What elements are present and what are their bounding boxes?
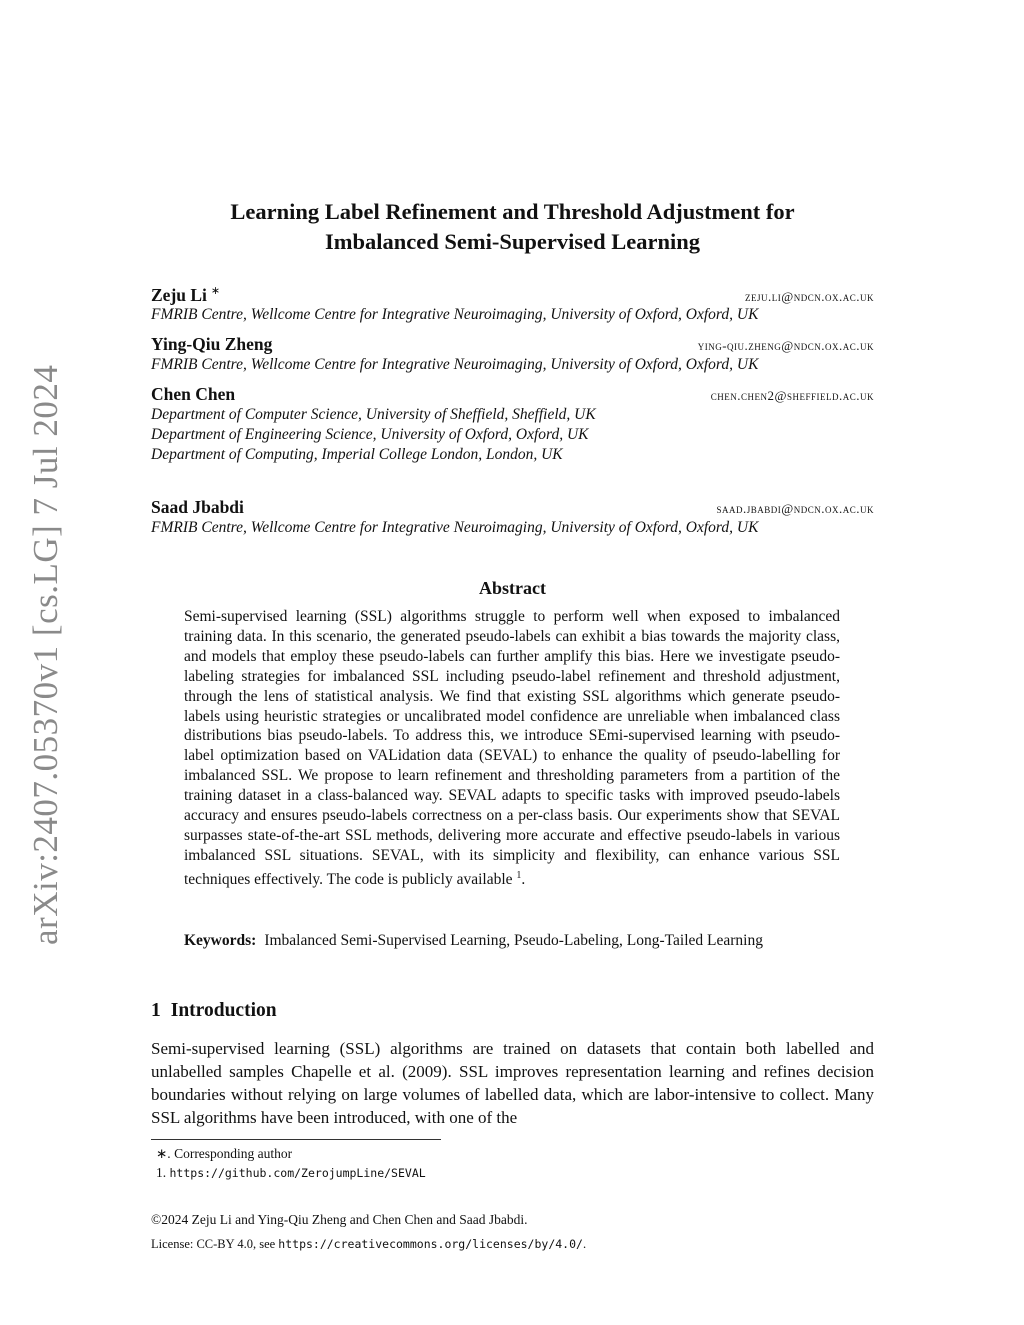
title-line-2: Imbalanced Semi-Supervised Learning [324, 229, 701, 254]
code-link[interactable]: https://github.com/ZerojumpLine/SEVAL [169, 1166, 426, 1180]
corresponding-marker: ∗ [210, 285, 221, 297]
section-number: 1 [151, 1000, 161, 1021]
keywords [184, 931, 840, 951]
author-email[interactable]: ying-qiu.zheng@ndcn.ox.ac.uk [697, 338, 874, 353]
footnote-ref[interactable]: 1 [516, 869, 522, 881]
copyright-symbol: © [151, 1212, 162, 1227]
author-name: Saad Jbabdi [151, 497, 244, 517]
author-name: Ying-Qiu Zheng [151, 334, 273, 354]
keywords-label: Keywords: [184, 932, 257, 949]
author-block [151, 497, 874, 538]
footnote-corresponding: ∗. Corresponding author [156, 1146, 293, 1161]
title-line-1: Learning Label Refinement and Threshold Adjustment for [230, 199, 795, 224]
abstract-body: Semi-supervised learning (SSL) algorithms struggle to perform well when exposed to imbalanced training data. In this scenario, the generated pseudo-labels can exhibit a bias towards the majority class, and models that employ these pseudo-labels can further amplify this bias. Here we investigate pseudo-labeling strategies for imbalanced SSL including pseudo-label refinement and threshold adjustment, through the lens of statistical analysis. We find that existing SSL algorithms which generate pseudo-labels using heuristic strategies or uncalibrated model confidence are unreliable when imbalanced class distributions bias pseudo-labels. To address this, we introduce SEmi-supervised learning with pseudo-label optimization based on VALidation data (SEVAL) to enhance the quality of pseudo-labelling for imbalanced SSL. We propose to learn refinement and thresholding parameters from a partition of the training dataset in a class-balanced way. SEVAL adapts to specific tasks with improved pseudo-labels accuracy and ensures pseudo-labels correctness on a per-class basis. Our experiments show that SEVAL surpasses state-of-the-art SSL methods, delivering more accurate and effective pseudo-labels in various imbalanced SSL situations. SEVAL, with its simplicity and flexibility, can enhance various SSL techniques effectively. The code is publicly available $^1$. [184, 608, 840, 888]
author-affiliation: Department of Computing, Imperial College London, London, UK [151, 446, 563, 463]
author-block [151, 284, 874, 325]
author-affiliation: FMRIB Centre, Wellcome Centre for Integrative Neuroimaging, University of Oxford, Oxford, UK [151, 519, 759, 536]
author-block [151, 334, 874, 375]
author-affiliation: Department of Engineering Science, University of Oxford, Oxford, UK [151, 426, 589, 443]
license-notice: License: CC-BY 4.0, see https://creativecommons.org/licenses/by/4.0/. [151, 1237, 587, 1251]
section-title: Introduction [170, 1000, 277, 1021]
author-affiliation: FMRIB Centre, Wellcome Centre for Integrative Neuroimaging, University of Oxford, Oxford, UK [151, 306, 759, 323]
license-link[interactable]: https://creativecommons.org/licenses/by/4.0/ [278, 1237, 583, 1251]
keywords-text: Imbalanced Semi-Supervised Learning, Pseudo-Labeling, Long-Tailed Learning [264, 932, 763, 949]
author-name: Chen Chen [151, 384, 236, 404]
author-affiliation: Department of Computer Science, University of Sheffield, Sheffield, UK [151, 406, 596, 423]
abstract-heading: Abstract [479, 578, 546, 598]
author-block [151, 384, 874, 465]
author-name: Zeju Li ∗ [151, 284, 221, 305]
copyright-notice: ©2024 Zeju Li and Ying-Qiu Zheng and Chen Chen and Saad Jbabdi. [151, 1212, 528, 1227]
introduction-paragraph: Semi-supervised learning (SSL) algorithms are trained on datasets that contain both labelled and unlabelled samples Chapelle et al. (2009). SSL improves representation learning and refines decision boundaries without relying on large volumes of labelled data, which are labor-intensive to collect. Many SSL algorithms have been introduced, with one of the [151, 1039, 874, 1127]
arxiv-identifier: arXiv:2407.05370v1 [cs.LG] 7 Jul 2024 [26, 364, 65, 946]
section-heading-introduction [151, 1000, 277, 1022]
paper-title [151, 197, 874, 257]
author-affiliation: FMRIB Centre, Wellcome Centre for Integrative Neuroimaging, University of Oxford, Oxford, UK [151, 356, 759, 373]
author-email[interactable]: zeju.li@ndcn.ox.ac.uk [745, 288, 874, 304]
footnote-divider [151, 1139, 441, 1140]
author-email[interactable]: saad.jbabdi@ndcn.ox.ac.uk [716, 501, 874, 516]
abstract-text: Semi-supervised learning (SSL) algorithms struggle to perform well when exposed to imbalanced training data. In this scenario, the generated pseudo-labels can exhibit a bias towards the majority class, and models that employ these pseudo-labels can further amplify this bias. Here we investigate pseudo-labeling strategies for imbalanced SSL including pseudo-label refinement and threshold adjustment, through the lens of statistical analysis. We find that existing SSL algorithms which generate pseudo-labels using heuristic strategies or uncalibrated model confidence are unreliable when imbalanced class distributions bias pseudo-labels. To address this, we introduce SEmi-supervised learning with pseudo-label optimization based on VALidation data (SEVAL) to enhance the quality of pseudo-labelling for imbalanced SSL. We propose to learn refinement and thresholding parameters from a partition of the training dataset in a class-balanced way. SEVAL adapts to specific tasks with improved pseudo-labels accuracy and ensures pseudo-labels correctness on a per-class basis. Our experiments show that SEVAL surpasses state-of-the-art SSL methods, delivering more accurate and effective pseudo-labels in various imbalanced SSL situations. SEVAL, with its simplicity and flexibility, can enhance various SSL techniques effectively. The code is publicly available [184, 608, 840, 888]
footnotes [156, 1144, 426, 1183]
footnote-1: 1. https://github.com/ZerojumpLine/SEVAL [156, 1165, 426, 1180]
author-email[interactable]: chen.chen2@sheffield.ac.uk [710, 388, 874, 403]
